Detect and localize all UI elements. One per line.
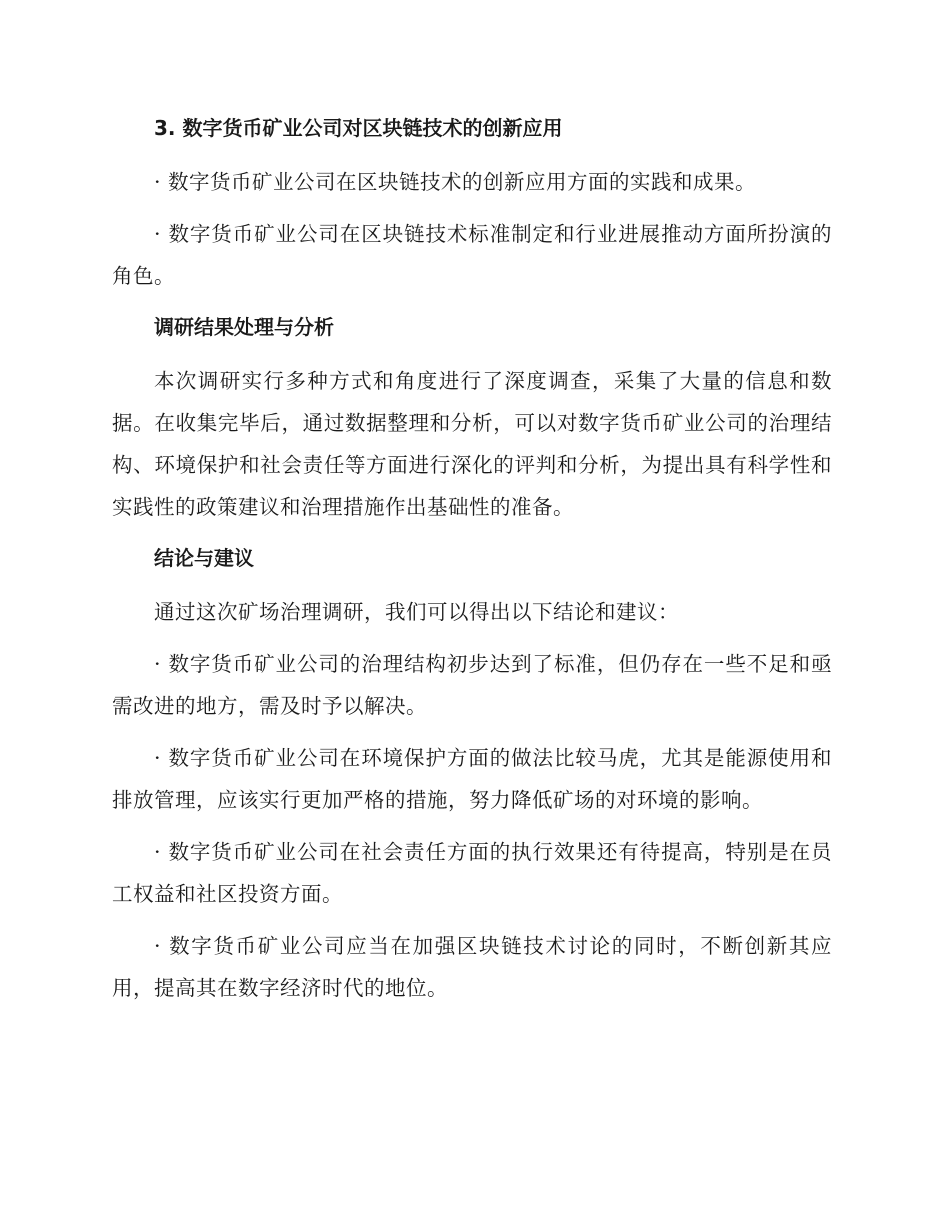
bullet-paragraph: · 数字货币矿业公司在环境保护方面的做法比较马虎，尤其是能源使用和排放管理，应该实行更加严格的措施，努力降低矿场的对环境的影响。 — [112, 746, 832, 812]
section-heading-blockchain-innovation: 3. 数字货币矿业公司对区块链技术的创新应用 — [154, 116, 563, 140]
body-paragraph: 通过这次矿场治理调研，我们可以得出以下结论和建议： — [154, 600, 679, 624]
bullet-paragraph: · 数字货币矿业公司应当在加强区块链技术讨论的同时，不断创新其应用，提高其在数字经济时代的地位。 — [112, 934, 832, 1000]
body-paragraph: 本次调研实行多种方式和角度进行了深度调查，采集了大量的信息和数据。在收集完毕后，通过数据整理和分析，可以对数字货币矿业公司的治理结构、环境保护和社会责任等方面进行深化的评判和分析，为提出具有科学性和实践性的政策建议和治理措施作出基础性的准备。 — [112, 369, 832, 519]
bullet-paragraph: · 数字货币矿业公司的治理结构初步达到了标准，但仍存在一些不足和亟需改进的地方，需及时予以解决。 — [112, 652, 832, 718]
bullet-paragraph: · 数字货币矿业公司在区块链技术的创新应用方面的实践和成果。 — [154, 170, 757, 194]
section-heading-conclusions: 结论与建议 — [154, 546, 254, 570]
document-page — [112, 108, 832, 1019]
section-heading-results-analysis: 调研结果处理与分析 — [154, 315, 334, 339]
bullet-paragraph: · 数字货币矿业公司在区块链技术标准制定和行业进展推动方面所扮演的角色。 — [112, 222, 832, 288]
bullet-paragraph: · 数字货币矿业公司在社会责任方面的执行效果还有待提高，特别是在员工权益和社区投资方面。 — [112, 840, 832, 906]
